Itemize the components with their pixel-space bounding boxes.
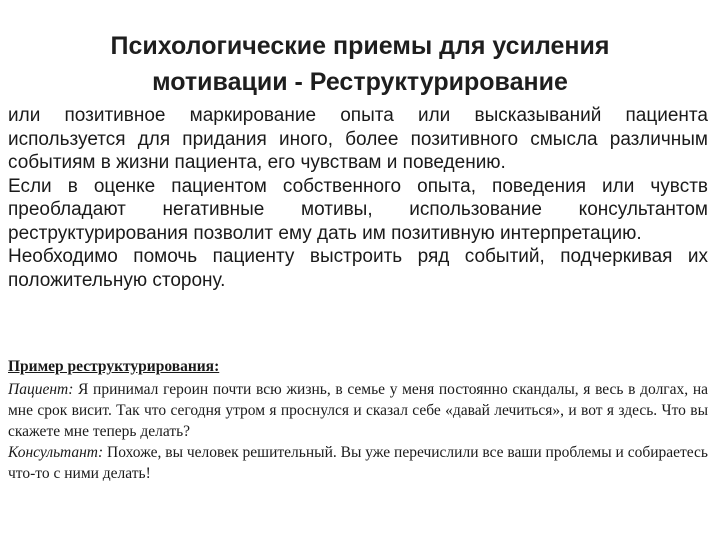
consultant-text: Похоже, вы человек решительный. Вы уже перечислили все ваши проблемы и собираетесь что-то с ними делать! [8,444,709,482]
title-line-1: Психологические приемы для усиления [110,32,610,60]
example-heading: Пример реструктурирования: [8,358,220,375]
slide-title [40,28,680,100]
consultant-label: Консультант: [8,444,104,461]
title-line-2: мотивации - Реструктурирование [152,68,568,96]
patient-text: Я принимал героин почти всю жизнь, в семье у меня постоянно скандалы, я весь в долгах, на мне срок висит. Так что сегодня утром я проснулся и сказал себе «давай лечиться», и вот я здесь. Что вы скажете мне теперь делать? [8,381,708,440]
paragraph-help-patient: Необходимо помочь пациенту выстроить ряд событий, подчеркивая их положительную сторону. [8,246,708,291]
paragraph-negative-motives: Если в оценке пациентом собственного опыта, поведения или чувств преобладают негативные мотивы, использование консультантом реструктурирования позволит ему дать им позитивную интерпретацию. [8,175,708,244]
main-text [8,104,708,292]
patient-label: Пациент: [8,381,74,398]
example-block [8,356,708,484]
patient-line [8,379,708,442]
consultant-line [8,442,708,484]
paragraph-definition: или позитивное маркирование опыта или высказываний пациента используется для придания иного, более позитивного смысла различным событиям в жизни пациента, его чувствам и поведению. [8,105,708,173]
